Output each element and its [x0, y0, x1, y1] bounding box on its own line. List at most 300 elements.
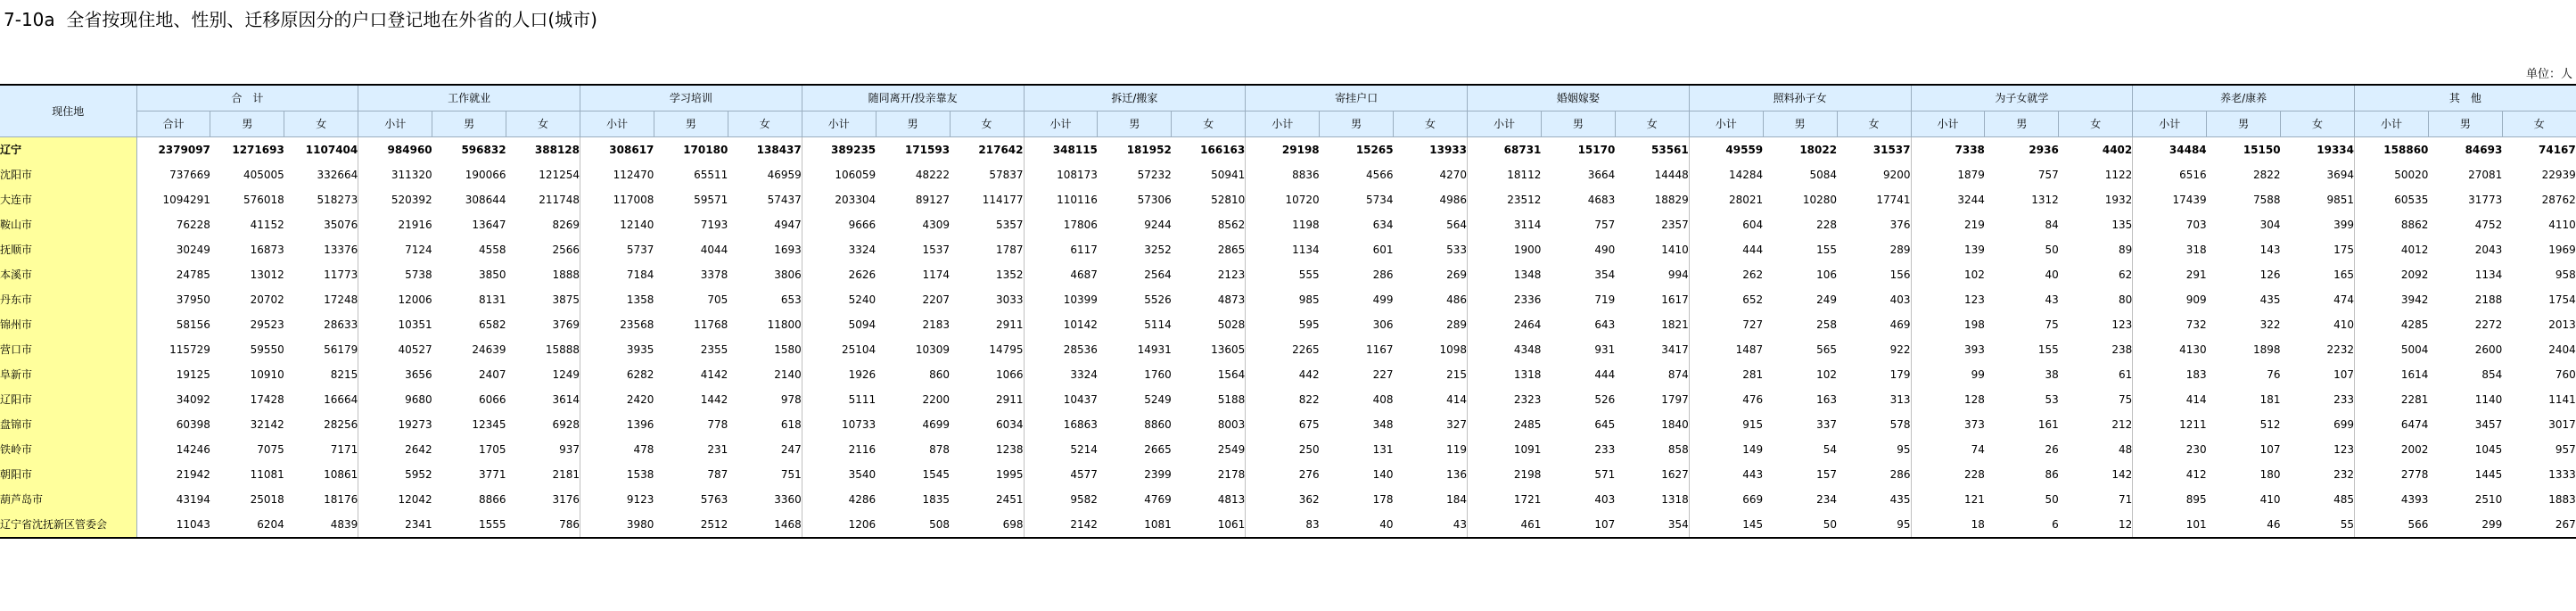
value-cell: 230 — [2185, 443, 2207, 456]
value-cell: 14448 — [1615, 162, 1689, 187]
value-cell: 412 — [2185, 468, 2207, 481]
value-cell: 41152 — [250, 219, 284, 231]
value-cell: 34484 — [2169, 144, 2207, 156]
table-row — [0, 387, 2576, 412]
value-cell: 258 — [1816, 318, 1838, 331]
value-cell: 1081 — [1098, 512, 1172, 538]
value-cell: 11043 — [136, 512, 210, 538]
value-cell: 978 — [728, 387, 802, 412]
value-cell: 3324 — [1070, 368, 1098, 381]
value-cell: 5737 — [626, 244, 654, 256]
value-cell: 860 — [929, 368, 951, 381]
value-cell: 121254 — [506, 162, 580, 187]
value-cell: 291 — [2185, 268, 2207, 281]
value-cell: 10309 — [915, 343, 951, 356]
value-cell: 8866 — [479, 493, 506, 506]
value-cell: 915 — [1742, 418, 1764, 431]
value-cell: 3324 — [848, 244, 876, 256]
value-cell: 4044 — [700, 244, 728, 256]
value-cell: 787 — [707, 468, 728, 481]
subgroup-header: 男 — [1098, 111, 1172, 137]
value-cell: 139 — [1964, 244, 1985, 256]
value-cell: 571 — [1594, 468, 1616, 481]
value-cell: 2357 — [1615, 212, 1689, 237]
value-cell: 3252 — [1144, 244, 1172, 256]
value-cell: 1545 — [922, 468, 951, 481]
value-cell: 179 — [1837, 362, 1911, 387]
value-cell: 15150 — [2243, 144, 2281, 156]
value-cell: 601 — [1372, 244, 1394, 256]
residence-cell: 鞍山市 — [0, 212, 136, 237]
value-cell: 9244 — [1144, 219, 1172, 231]
value-cell: 4699 — [922, 418, 951, 431]
value-cell: 874 — [1615, 362, 1689, 387]
value-cell: 4270 — [1394, 162, 1468, 187]
residence-cell: 朝阳市 — [0, 462, 136, 487]
value-cell: 332664 — [284, 162, 358, 187]
value-cell: 286 — [1372, 268, 1394, 281]
value-cell: 2549 — [1172, 437, 1246, 462]
value-cell: 399 — [2281, 212, 2355, 237]
value-cell: 444 — [1742, 244, 1764, 256]
subgroup-header: 女 — [2502, 111, 2576, 137]
value-cell: 895 — [2185, 493, 2207, 506]
value-cell: 2123 — [1172, 262, 1246, 287]
value-cell: 410 — [2281, 312, 2355, 337]
value-cell: 311320 — [391, 169, 432, 181]
value-cell: 6582 — [479, 318, 506, 331]
value-cell: 476 — [1742, 393, 1764, 406]
value-cell: 3457 — [2474, 418, 2503, 431]
value-cell: 2420 — [626, 393, 654, 406]
subgroup-header: 男 — [432, 111, 506, 137]
value-cell: 1107404 — [284, 137, 358, 163]
value-cell: 2566 — [506, 237, 580, 262]
value-cell: 1198 — [1292, 219, 1320, 231]
value-cell: 3614 — [506, 387, 580, 412]
value-cell: 508 — [876, 512, 950, 538]
value-cell: 184 — [1394, 487, 1468, 512]
value-cell: 490 — [1594, 244, 1616, 256]
value-cell: 2642 — [405, 443, 432, 456]
group-header: 工作就业 — [358, 85, 580, 111]
value-cell: 80 — [2059, 287, 2133, 312]
value-cell: 5111 — [848, 393, 876, 406]
value-cell: 62 — [2059, 262, 2133, 287]
value-cell: 4752 — [2474, 219, 2503, 231]
value-cell: 23568 — [620, 318, 654, 331]
value-cell: 1797 — [1615, 387, 1689, 412]
subgroup-header: 小计 — [2133, 111, 2207, 137]
value-cell: 71 — [2059, 487, 2133, 512]
value-cell: 727 — [1742, 318, 1764, 331]
value-cell: 11773 — [284, 262, 358, 287]
value-cell: 234 — [1816, 493, 1838, 506]
value-cell: 43 — [1394, 512, 1468, 538]
value-cell: 1705 — [479, 443, 506, 456]
value-cell: 17741 — [1837, 187, 1911, 212]
value-cell: 18022 — [1799, 144, 1838, 156]
value-cell: 14931 — [1137, 343, 1172, 356]
value-cell: 652 — [1742, 293, 1764, 306]
value-cell: 675 — [1298, 418, 1320, 431]
value-cell: 8836 — [1292, 169, 1320, 181]
table-row — [0, 237, 2576, 262]
value-cell: 2379097 — [158, 144, 210, 156]
value-cell: 1396 — [626, 418, 654, 431]
value-cell: 4566 — [1366, 169, 1394, 181]
value-cell: 142 — [2059, 462, 2133, 487]
value-cell: 5028 — [1172, 312, 1246, 337]
value-cell: 95 — [1837, 512, 1911, 538]
value-cell: 414 — [2185, 393, 2207, 406]
residence-cell: 沈阳市 — [0, 162, 136, 187]
value-cell: 1249 — [506, 362, 580, 387]
value-cell: 99 — [1971, 368, 1985, 381]
value-cell: 957 — [2502, 437, 2576, 462]
value-cell: 703 — [2185, 219, 2207, 231]
value-cell: 576018 — [243, 194, 284, 206]
value-cell: 143 — [2259, 244, 2281, 256]
value-cell: 526 — [1594, 393, 1616, 406]
value-cell: 9200 — [1837, 162, 1911, 187]
value-cell: 54 — [1823, 443, 1838, 456]
value-cell: 75 — [2059, 387, 2133, 412]
value-cell: 28021 — [1728, 194, 1764, 206]
value-cell: 5094 — [848, 318, 876, 331]
value-cell: 1617 — [1615, 287, 1689, 312]
value-cell: 3360 — [728, 487, 802, 512]
value-cell: 232 — [2281, 462, 2355, 487]
data-table — [0, 84, 2576, 539]
value-cell: 327 — [1394, 412, 1468, 437]
value-cell: 757 — [2037, 169, 2059, 181]
value-cell: 289 — [1394, 312, 1468, 337]
value-cell: 65511 — [694, 169, 728, 181]
value-cell: 6066 — [479, 393, 506, 406]
value-cell: 1614 — [2400, 368, 2429, 381]
value-cell: 354 — [1594, 268, 1616, 281]
value-cell: 1442 — [700, 393, 728, 406]
value-cell: 123 — [1964, 293, 1985, 306]
value-cell: 211748 — [506, 187, 580, 212]
table-row — [0, 412, 2576, 437]
value-cell: 89127 — [915, 194, 951, 206]
value-cell: 9582 — [1070, 493, 1098, 506]
value-cell: 18176 — [284, 487, 358, 512]
subgroup-header: 女 — [284, 111, 358, 137]
value-cell: 40 — [1320, 512, 1394, 538]
subgroup-header: 女 — [1837, 111, 1911, 137]
value-cell: 10142 — [1063, 318, 1098, 331]
value-cell: 2183 — [922, 318, 951, 331]
value-cell: 217642 — [950, 137, 1024, 163]
value-cell: 10280 — [1802, 194, 1838, 206]
value-cell: 1045 — [2474, 443, 2503, 456]
value-cell: 909 — [2185, 293, 2207, 306]
value-cell: 15888 — [506, 337, 580, 362]
value-cell: 7338 — [1955, 144, 1985, 156]
value-cell: 618 — [728, 412, 802, 437]
value-cell: 2272 — [2474, 318, 2503, 331]
value-cell: 645 — [1594, 418, 1616, 431]
value-cell: 2936 — [2029, 144, 2059, 156]
table-row — [0, 462, 2576, 487]
value-cell: 4393 — [2400, 493, 2429, 506]
value-cell: 9680 — [405, 393, 432, 406]
value-cell: 60535 — [2394, 194, 2429, 206]
value-cell: 751 — [728, 462, 802, 487]
value-cell: 922 — [1837, 337, 1911, 362]
group-header: 学习培训 — [580, 85, 802, 111]
value-cell: 2778 — [2400, 468, 2429, 481]
value-cell: 26 — [2045, 443, 2059, 456]
value-cell: 1358 — [626, 293, 654, 306]
group-header: 为子女就学 — [1911, 85, 2133, 111]
subgroup-header: 小计 — [1024, 111, 1098, 137]
value-cell: 3114 — [1513, 219, 1542, 231]
value-cell: 822 — [1298, 393, 1320, 406]
value-cell: 4769 — [1144, 493, 1172, 506]
value-cell: 2564 — [1144, 268, 1172, 281]
value-cell: 117008 — [613, 194, 654, 206]
value-cell: 57837 — [950, 162, 1024, 187]
value-cell: 37950 — [176, 293, 210, 306]
subgroup-header: 小计 — [1911, 111, 1985, 137]
residence-header: 现住地 — [0, 85, 136, 137]
value-cell: 878 — [929, 443, 951, 456]
value-cell: 854 — [2481, 368, 2503, 381]
value-cell: 12006 — [398, 293, 432, 306]
value-cell: 149 — [1742, 443, 1764, 456]
value-cell: 102 — [1816, 368, 1838, 381]
value-cell: 604 — [1742, 219, 1764, 231]
value-cell: 50941 — [1172, 162, 1246, 187]
value-cell: 669 — [1742, 493, 1764, 506]
table-row — [0, 137, 2576, 163]
value-cell: 53561 — [1615, 137, 1689, 163]
value-cell: 1318 — [1513, 368, 1542, 381]
value-cell: 50 — [2045, 244, 2059, 256]
value-cell: 23512 — [1507, 194, 1542, 206]
subgroup-header: 男 — [210, 111, 284, 137]
value-cell: 123 — [2281, 437, 2355, 462]
value-cell: 564 — [1394, 212, 1468, 237]
value-cell: 31537 — [1837, 137, 1911, 163]
value-cell: 2200 — [922, 393, 951, 406]
subgroup-header: 合计 — [136, 111, 210, 137]
value-cell: 3980 — [580, 512, 654, 538]
value-cell: 8860 — [1144, 418, 1172, 431]
value-cell: 19273 — [398, 418, 432, 431]
subgroup-header: 小计 — [1246, 111, 1320, 137]
subgroup-header: 男 — [654, 111, 728, 137]
value-cell: 937 — [506, 437, 580, 462]
group-header: 寄挂户口 — [1246, 85, 1468, 111]
value-cell: 699 — [2281, 412, 2355, 437]
value-cell: 227 — [1372, 368, 1394, 381]
table-row — [0, 212, 2576, 237]
value-cell: 31773 — [2468, 194, 2503, 206]
value-cell: 112470 — [613, 169, 654, 181]
value-cell: 555 — [1298, 268, 1320, 281]
value-cell: 158860 — [2383, 144, 2429, 156]
value-cell: 12042 — [398, 493, 432, 506]
value-cell: 4286 — [848, 493, 876, 506]
value-cell: 48 — [2059, 437, 2133, 462]
value-cell: 2043 — [2474, 244, 2503, 256]
value-cell: 128 — [1964, 393, 1985, 406]
value-cell: 119 — [1394, 437, 1468, 462]
value-cell: 4348 — [1513, 343, 1542, 356]
residence-cell: 丹东市 — [0, 287, 136, 312]
value-cell: 178 — [1372, 493, 1394, 506]
value-cell: 595 — [1298, 318, 1320, 331]
value-cell: 286 — [1837, 462, 1911, 487]
value-cell: 231 — [707, 443, 728, 456]
value-cell: 140 — [1372, 468, 1394, 481]
value-cell: 24639 — [472, 343, 506, 356]
value-cell: 698 — [950, 512, 1024, 538]
value-cell: 3771 — [479, 468, 506, 481]
value-cell: 4839 — [284, 512, 358, 538]
value-cell: 348115 — [1052, 144, 1098, 156]
value-cell: 1879 — [1957, 169, 1985, 181]
value-cell: 2355 — [700, 343, 728, 356]
value-cell: 1888 — [506, 262, 580, 287]
subgroup-header: 小计 — [1468, 111, 1542, 137]
table-row — [0, 437, 2576, 462]
residence-cell: 盘锦市 — [0, 412, 136, 437]
value-cell: 10733 — [841, 418, 876, 431]
value-cell: 1787 — [950, 237, 1024, 262]
value-cell: 83 — [1246, 512, 1320, 538]
value-cell: 1445 — [2474, 468, 2503, 481]
value-cell: 4285 — [2400, 318, 2429, 331]
value-cell: 28536 — [1063, 343, 1098, 356]
value-cell: 6474 — [2400, 418, 2429, 431]
value-cell: 4402 — [2059, 137, 2133, 163]
value-cell: 732 — [2185, 318, 2207, 331]
value-cell: 2911 — [950, 312, 1024, 337]
value-cell: 190066 — [465, 169, 506, 181]
value-cell: 123 — [2059, 312, 2133, 337]
value-cell: 50020 — [2394, 169, 2429, 181]
value-cell: 6928 — [506, 412, 580, 437]
value-cell: 56179 — [284, 337, 358, 362]
value-cell: 8131 — [479, 293, 506, 306]
value-cell: 5240 — [848, 293, 876, 306]
value-cell: 443 — [1742, 468, 1764, 481]
value-cell: 1061 — [1172, 512, 1246, 538]
subgroup-header: 男 — [1763, 111, 1837, 137]
value-cell: 40 — [2045, 268, 2059, 281]
value-cell: 247 — [728, 437, 802, 462]
value-cell: 2013 — [2502, 312, 2576, 337]
value-cell: 43 — [2045, 293, 2059, 306]
table-row — [0, 287, 2576, 312]
value-cell: 30249 — [176, 244, 210, 256]
value-cell: 3378 — [700, 268, 728, 281]
group-header: 其 他 — [2355, 85, 2576, 111]
value-cell: 55 — [2281, 512, 2355, 538]
value-cell: 1900 — [1513, 244, 1542, 256]
value-cell: 102 — [1964, 268, 1985, 281]
subgroup-header: 男 — [1541, 111, 1615, 137]
subgroup-header: 女 — [506, 111, 580, 137]
value-cell: 1487 — [1735, 343, 1764, 356]
value-cell: 17806 — [1063, 219, 1098, 231]
subgroup-header: 女 — [728, 111, 802, 137]
value-cell: 337 — [1816, 418, 1838, 431]
value-cell: 76 — [2267, 368, 2281, 381]
value-cell: 53 — [2045, 393, 2059, 406]
value-cell: 5188 — [1172, 387, 1246, 412]
table-row — [0, 362, 2576, 387]
value-cell: 249 — [1816, 293, 1838, 306]
page-title: 7-10a 全省按现住地、性别、迁移原因分的户口登记地在外省的人口(城市) — [4, 9, 597, 30]
value-cell: 108173 — [1057, 169, 1098, 181]
value-cell: 1410 — [1615, 237, 1689, 262]
value-cell: 410 — [2259, 493, 2281, 506]
value-cell: 17439 — [2172, 194, 2207, 206]
value-cell: 32142 — [250, 418, 284, 431]
value-cell: 958 — [2502, 262, 2576, 287]
value-cell: 29198 — [1281, 144, 1320, 156]
value-cell: 13933 — [1394, 137, 1468, 163]
value-cell: 5738 — [405, 268, 432, 281]
group-header: 拆迁/搬家 — [1024, 85, 1246, 111]
value-cell: 778 — [707, 418, 728, 431]
value-cell: 3850 — [479, 268, 506, 281]
value-cell: 57437 — [728, 187, 802, 212]
value-cell: 95 — [1837, 437, 1911, 462]
value-cell: 155 — [2037, 343, 2059, 356]
value-cell: 183 — [2185, 368, 2207, 381]
value-cell: 14284 — [1728, 169, 1764, 181]
value-cell: 3875 — [506, 287, 580, 312]
value-cell: 1122 — [2059, 162, 2133, 187]
value-cell: 115729 — [169, 343, 210, 356]
value-cell: 38 — [2045, 368, 2059, 381]
value-cell: 2822 — [2253, 169, 2281, 181]
value-cell: 1754 — [2502, 287, 2576, 312]
value-cell: 376 — [1837, 212, 1911, 237]
group-header: 随同离开/投亲靠友 — [802, 85, 1024, 111]
value-cell: 408 — [1372, 393, 1394, 406]
value-cell: 403 — [1594, 493, 1616, 506]
value-cell: 1564 — [1172, 362, 1246, 387]
value-cell: 2207 — [922, 293, 951, 306]
value-cell: 106059 — [835, 169, 876, 181]
value-cell: 4110 — [2502, 212, 2576, 237]
value-cell: 565 — [1816, 343, 1838, 356]
value-cell: 12345 — [472, 418, 506, 431]
value-cell: 16873 — [250, 244, 284, 256]
value-cell: 7193 — [700, 219, 728, 231]
value-cell: 107 — [1541, 512, 1615, 538]
value-cell: 4142 — [700, 368, 728, 381]
value-cell: 57232 — [1137, 169, 1172, 181]
subgroup-header: 小计 — [358, 111, 432, 137]
value-cell: 5249 — [1144, 393, 1172, 406]
value-cell: 165 — [2281, 262, 2355, 287]
value-cell: 403 — [1837, 287, 1911, 312]
value-cell: 414 — [1394, 387, 1468, 412]
value-cell: 16664 — [284, 387, 358, 412]
value-cell: 17248 — [284, 287, 358, 312]
table-row — [0, 187, 2576, 212]
